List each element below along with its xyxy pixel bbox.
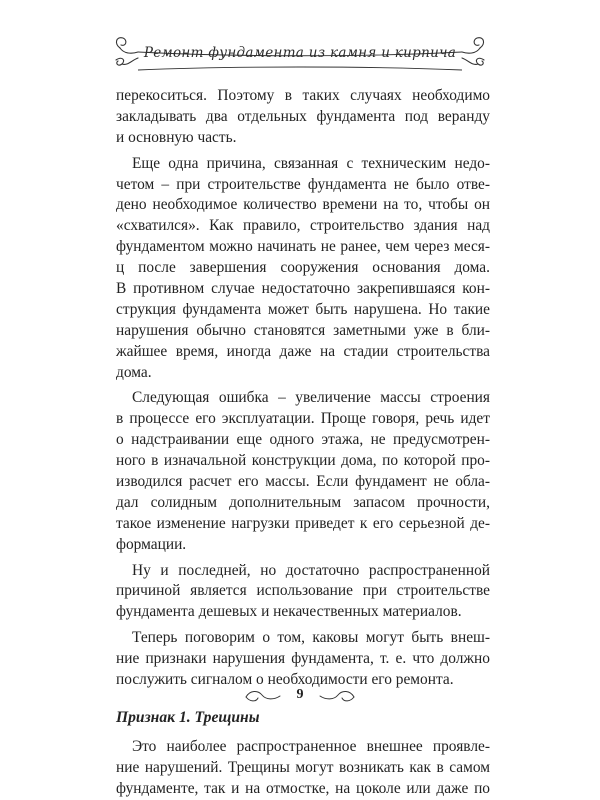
page-number: 9 (296, 687, 304, 702)
text-line: «схватился». Как правило, строительство здания над (116, 217, 490, 235)
paragraph (116, 86, 490, 149)
text-line: такое изменение нагрузки приведет к его серьезной де- (116, 514, 490, 532)
text-line: закладывать два отдельных фундамента под веранду (116, 107, 490, 125)
text-line: изводился расчет его массы. Если фундамент не обла- (116, 473, 490, 491)
text-line: послужить сигналом о необходимости его ремонта. (116, 671, 454, 689)
paragraph (116, 737, 490, 800)
text-line: фундаменте, так и на отмостке, на цоколе или даже по (116, 779, 490, 797)
paragraph (116, 561, 490, 624)
text-line: Следующая ошибка – увеличение массы строения (132, 389, 490, 407)
text-line: струкция фундамента может быть нарушена. Но такие (116, 300, 490, 318)
text-line: дено необходимое количество времени на то, чтобы он (116, 196, 490, 214)
text-line: Еще одна причина, связанная с техническим недо- (132, 154, 490, 172)
text-line: дома. (116, 363, 152, 381)
running-title: Ремонт фундамента из камня и кирпича (143, 45, 457, 61)
page-footer (240, 686, 360, 708)
running-header (112, 30, 488, 80)
text-line: ние нарушений. Трещины могут возникать как в самом (116, 758, 490, 776)
text-line: причиной является использование при строительстве (116, 582, 490, 600)
text-line: о надстраивании еще одного этажа, не предусмотрен- (116, 431, 490, 449)
text-line: в процессе его эксплуатации. Проще говоря, речь идет (116, 410, 490, 428)
header-lower-rule (138, 67, 462, 70)
text-line: В противном случае недостаточно закрепившаяся кон- (116, 280, 490, 298)
text-line: Это наиболее распространенное внешнее проявле- (132, 737, 490, 755)
text-line: четом – при строительстве фундамента не было отве- (116, 175, 490, 193)
text-line: перекоситься. Поэтому в таких случаях необходимо (116, 87, 490, 104)
section-subheading: Признак 1. Трещины (116, 708, 260, 726)
text-line: ного в изначальной конструкции дома, по которой про- (116, 452, 490, 470)
text-line: ц после завершения сооружения основания дома. (116, 259, 490, 277)
text-line: жайшее время, иногда даже на стадии строительства (116, 342, 490, 360)
paragraph (116, 628, 490, 691)
text-line: ние признаки нарушения фундамента, т. е. что должно (116, 650, 490, 668)
text-line: фундаментом можно начинать не ранее, чем через меся- (116, 238, 490, 256)
paragraph (116, 154, 490, 384)
text-line: Теперь поговорим о том, каковы могут быть внеш- (132, 629, 490, 647)
text-line: дал солидным дополнительным запасом прочности, (116, 493, 490, 511)
text-line: формации. (116, 535, 187, 553)
paragraph (116, 388, 490, 555)
text-line: и основную часть. (116, 128, 237, 146)
text-line: Ну и последней, но достаточно распространенной (132, 561, 490, 579)
text-line: фундамента дешевых и некачественных материалов. (116, 603, 462, 621)
text-line: нарушения обычно становятся заметными уже в бли- (116, 321, 490, 339)
